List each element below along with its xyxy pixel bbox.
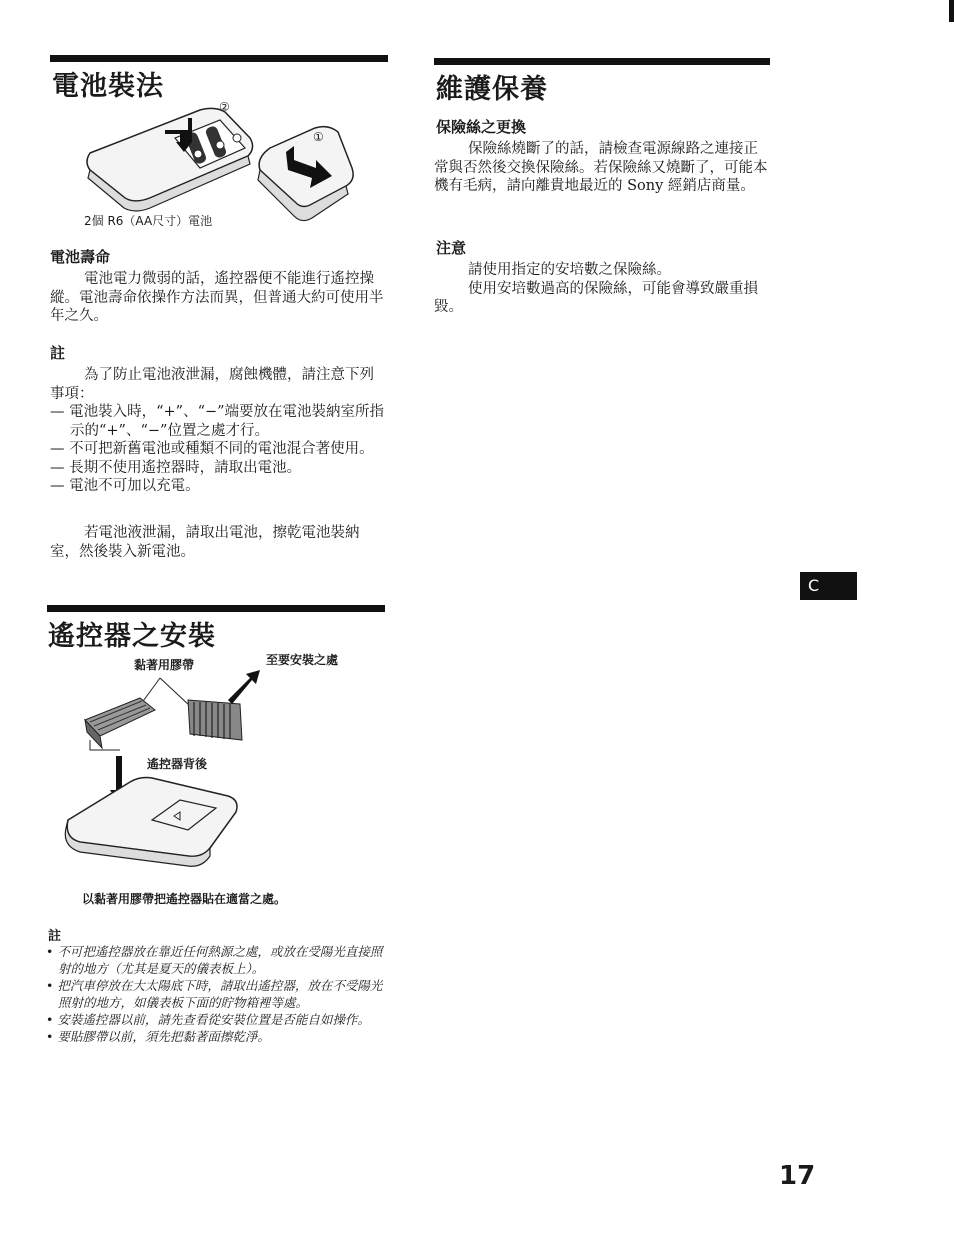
battery-life-text: 電池電力微弱的話，遙控器便不能進行遙控操縱。電池壽命依操作方法而異，但普通大約可使用半年之久。 [50,271,384,324]
battery-note-heading: 註 [50,344,66,362]
section-tab: C [800,572,857,600]
install-note-item: • 要貼膠帶以前，須先把黏著面擦乾淨。 [46,1029,270,1044]
battery-note-item: — 電池裝入時，“+”、“−”端要放在電池裝納室所指示的“+”、“−”位置之處才行。 [50,404,385,439]
tape-label: 黏著用膠帶 [134,658,195,672]
section-rule-install [47,605,385,612]
circled-1-label: ① [313,130,324,144]
caution-line: 請使用指定的安培數之保險絲。 [468,262,671,278]
install-note-item: • 不可把遙控器放在靠近任何熱源之處，或放在受陽光直接照射的地方（尤其是夏天的儀表板上）。 [46,944,383,976]
maintenance-title: 維護保養 [436,74,548,105]
section-rule-maintenance [434,58,770,65]
install-note-heading: 註 [48,929,62,944]
battery-note-item: — 長期不使用遙控器時，請取出電池。 [50,459,302,476]
battery-caption: 2個 R6（AA尺寸）電池 [84,214,213,228]
fuse-text: 保險絲燒斷了的話，請檢查電源線路之連接正常與否然後交換保險絲。若保險絲又燒斷了，可能本機有毛病，請向離貴地最近的 Sony 經銷店商量。 [434,141,768,194]
install-note-block [46,943,386,1045]
battery-note-item: — 不可把新舊電池或種類不同的電池混合著使用。 [50,441,374,457]
install-caption: 以黏著用膠帶把遙控器貼在適當之處。 [82,892,287,906]
battery-life-heading: 電池壽命 [50,248,111,266]
caution-block [434,261,770,317]
battery-note-intro: 為了防止電池液泄漏，腐蝕機體，請注意下列事項： [50,367,374,402]
install-note-item: • 把汽車停放在大太陽底下時，請取出遙控器，放在不受陽光照射的地方，如儀表板下面的貯物箱裡等處。 [46,978,383,1010]
circled-2-label: ② [219,100,230,114]
caution-heading: 注意 [436,239,467,257]
fuse-heading: 保險絲之更換 [436,118,527,136]
battery-leak-text: 若電池液泄漏，請取出電池，擦乾電池裝納室，然後裝入新電池。 [50,525,360,560]
page-number: 17 [779,1161,816,1191]
battery-title: 電池裝法 [52,71,164,102]
remote-back-label: 遙控器背後 [147,757,208,771]
install-note-item: • 安裝遙控器以前，請先查看從安裝位置是否能自如操作。 [46,1012,370,1027]
remote-install-illustration [60,670,260,880]
edge-mark [949,0,954,22]
install-title: 遙控器之安裝 [48,621,216,652]
battery-note-item: — 電池不可加以充電。 [50,478,200,494]
section-rule-battery [50,55,388,62]
location-label: 至要安裝之處 [266,653,339,667]
battery-note-block [50,366,386,496]
caution-line: 使用安培數過高的保險絲，可能會導致嚴重損毀。 [434,280,758,315]
